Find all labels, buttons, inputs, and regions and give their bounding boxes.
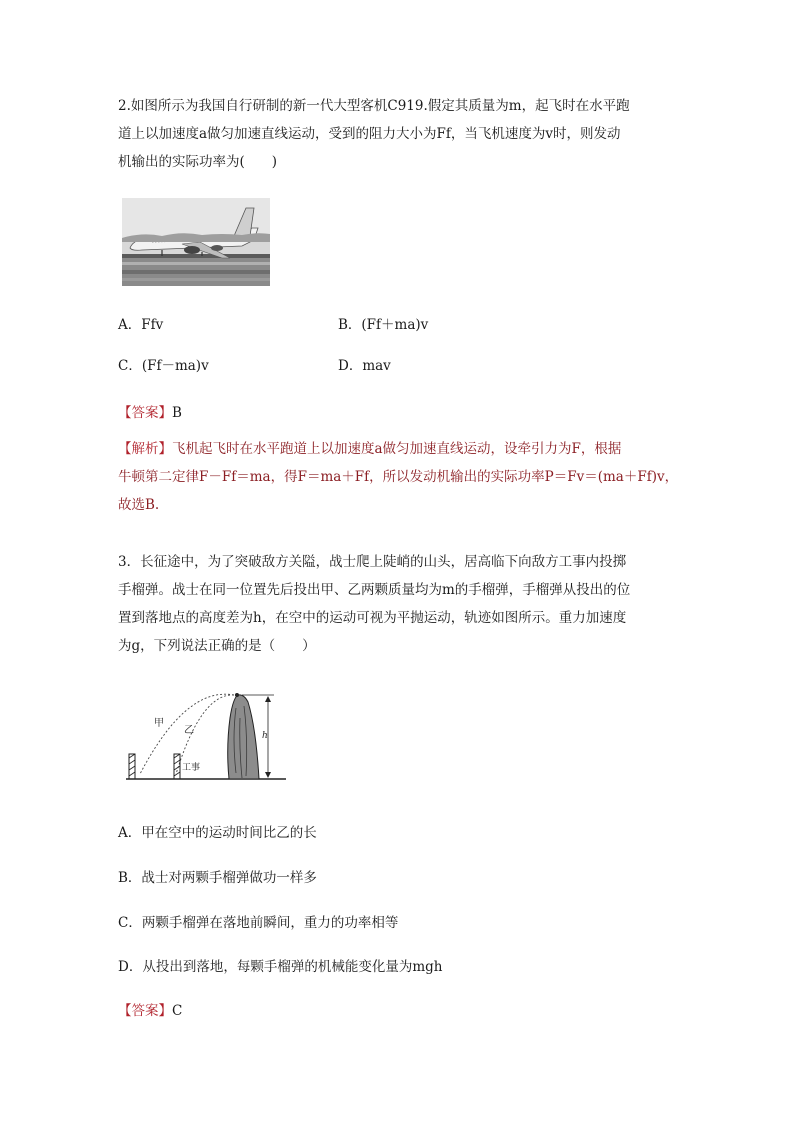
label-gongshi: 工事 <box>182 763 201 773</box>
q2-analysis-line-1: 飞机起飞时在水平跑道上以加速度a做匀加速直线运动，设牵引力为F，根据 <box>172 441 622 457</box>
q2-answer-value: B <box>172 405 182 421</box>
question-3-line-3: 置到落地点的高度差为h，在空中的运动可视为平抛运动，轨迹如图所示。重力加速度 <box>118 610 627 626</box>
label-yi: 乙 <box>184 725 194 736</box>
question-3-line-4: 为g，下列说法正确的是（ ） <box>118 638 316 654</box>
q2-answer-tag: 【答案】 <box>118 405 172 421</box>
q3-option-a: A．甲在空中的运动时间比乙的长 <box>118 825 317 841</box>
q3-option-b: B．战士对两颗手榴弹做功一样多 <box>118 870 317 886</box>
question-2-stem <box>118 92 678 176</box>
q2-option-c: C．(Ff－ma)v <box>118 358 209 374</box>
q2-option-d: D．mav <box>338 358 391 374</box>
question-3-stem <box>118 548 678 660</box>
q3-answer-tag: 【答案】 <box>118 1003 172 1019</box>
question-2-line-1: 2.如图所示为我国自行研制的新一代大型客机C919.假定其质量为m，起飞时在水平跑 <box>118 98 630 114</box>
q2-option-b: B．(Ff＋ma)v <box>338 317 429 333</box>
question-2-line-3: 机输出的实际功率为( ) <box>118 154 278 170</box>
question-3-line-1: 3．长征途中，为了突破敌方关隘，战士爬上陡峭的山头，居高临下向敌方工事内投掷 <box>118 554 627 570</box>
question-2-line-2: 道上以加速度a做匀加速直线运动，受到的阻力大小为Ff，当飞机速度为v时，则发动 <box>118 126 621 142</box>
q2-analysis-line-2: 牛顿第二定律F－Ff＝ma，得F＝ma＋Ff，所以发动机输出的实际功率P＝Fv＝(ma＋Ff)v， <box>118 469 679 485</box>
label-h: h <box>262 731 268 741</box>
airplane-photo <box>122 198 270 286</box>
question-3-line-2: 手榴弹。战士在同一位置先后投出甲、乙两颗质量均为m的手榴弹，手榴弹从投出的位 <box>118 582 631 598</box>
q3-option-c: C．两颗手榴弹在落地前瞬间，重力的功率相等 <box>118 915 399 931</box>
q2-answer <box>118 401 182 421</box>
trajectory-diagram <box>126 688 286 788</box>
label-jia: 甲 <box>154 718 164 729</box>
q3-answer-value: C <box>172 1003 183 1019</box>
q3-option-d: D．从投出到落地，每颗手榴弹的机械能变化量为mgh <box>118 959 443 975</box>
q2-option-a: A．Ffv <box>118 317 164 333</box>
q2-analysis <box>118 435 688 519</box>
q2-analysis-line-3: 故选B. <box>118 497 160 513</box>
q3-answer <box>118 999 182 1019</box>
q2-analysis-tag: 【解析】 <box>118 441 172 457</box>
